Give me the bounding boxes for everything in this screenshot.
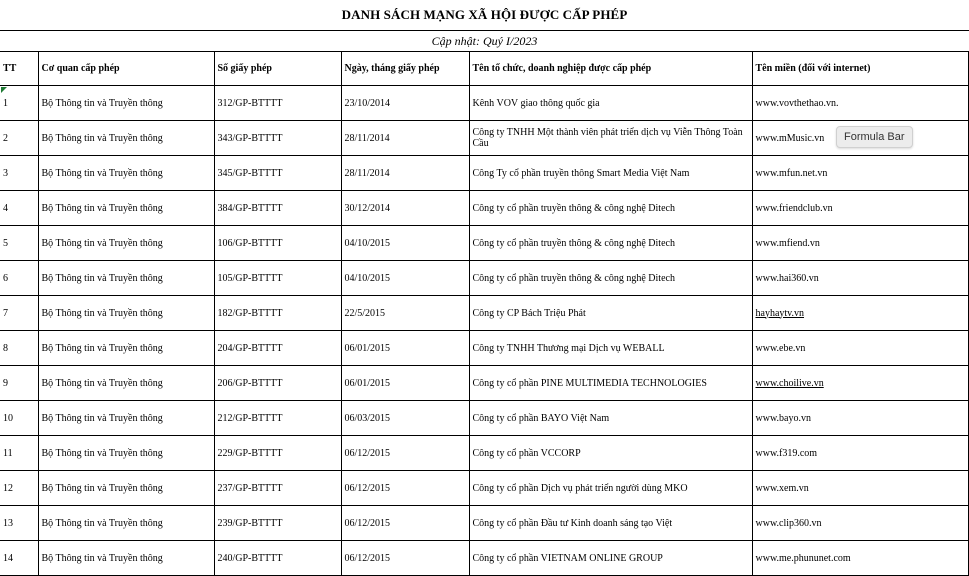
table-row — [0, 331, 968, 366]
cell-org[interactable]: Công ty cổ phần truyền thông & công nghệ Ditech — [469, 226, 752, 261]
cell-org[interactable]: Công ty TNHH Một thành viên phát triển dịch vụ Viễn Thông Toàn Cầu — [469, 121, 752, 156]
table-row — [0, 436, 968, 471]
cell-date[interactable]: 28/11/2014 — [341, 156, 469, 191]
sheet-subtitle[interactable]: Cập nhật: Quý I/2023 — [0, 31, 969, 52]
cell-org[interactable]: Kênh VOV giao thông quốc gia — [469, 86, 752, 121]
cell-date[interactable]: 06/12/2015 — [341, 541, 469, 576]
cell-domain[interactable]: www.me.phununet.com — [752, 541, 968, 576]
cell-license[interactable]: 345/GP-BTTTT — [214, 156, 341, 191]
cell-license[interactable]: 312/GP-BTTTT — [214, 86, 341, 121]
cell-domain[interactable]: www.friendclub.vn — [752, 191, 968, 226]
cell-domain[interactable]: www.mfun.net.vn — [752, 156, 968, 191]
header-cell-date[interactable]: Ngày, tháng giấy phép — [341, 52, 469, 86]
domain-link[interactable]: www.choilive.vn — [755, 377, 824, 389]
cell-agency[interactable]: Bộ Thông tin và Truyền thông — [38, 436, 214, 471]
cell-domain[interactable]: www.bayo.vn — [752, 401, 968, 436]
cell-domain[interactable]: www.vovthethao.vn. — [752, 86, 968, 121]
cell-tt[interactable]: 5 — [0, 226, 38, 261]
cell-tt[interactable]: 11 — [0, 436, 38, 471]
cell-org[interactable]: Công ty cổ phần PINE MULTIMEDIA TECHNOLOGIES — [469, 366, 752, 401]
table-row — [0, 191, 968, 226]
header-cell-org[interactable]: Tên tổ chức, doanh nghiệp được cấp phép — [469, 52, 752, 86]
cell-org[interactable]: Công Ty cổ phần truyền thông Smart Media Việt Nam — [469, 156, 752, 191]
cell-license[interactable]: 105/GP-BTTTT — [214, 261, 341, 296]
cell-date[interactable]: 04/10/2015 — [341, 261, 469, 296]
cell-agency[interactable]: Bộ Thông tin và Truyền thông — [38, 541, 214, 576]
cell-org[interactable]: Công ty cổ phần BAYO Việt Nam — [469, 401, 752, 436]
cell-agency[interactable]: Bộ Thông tin và Truyền thông — [38, 226, 214, 261]
cell-domain[interactable]: www.mMusic.vn — [752, 121, 968, 156]
cell-agency[interactable]: Bộ Thông tin và Truyền thông — [38, 506, 214, 541]
license-table — [0, 52, 969, 576]
header-cell-license[interactable]: Số giấy phép — [214, 52, 341, 86]
cell-license[interactable]: 343/GP-BTTTT — [214, 121, 341, 156]
cell-license[interactable]: 240/GP-BTTTT — [214, 541, 341, 576]
table-row — [0, 121, 968, 156]
cell-date[interactable]: 04/10/2015 — [341, 226, 469, 261]
cell-tt[interactable]: 3 — [0, 156, 38, 191]
cell-tt[interactable]: 7 — [0, 296, 38, 331]
cell-domain[interactable]: www.mfiend.vn — [752, 226, 968, 261]
header-row — [0, 52, 968, 86]
cell-domain[interactable]: www.ebe.vn — [752, 331, 968, 366]
cell-org[interactable]: Công ty cổ phần VCCORP — [469, 436, 752, 471]
cell-domain[interactable] — [752, 296, 968, 331]
table-row — [0, 86, 968, 121]
cell-org[interactable]: Công ty cổ phần VIETNAM ONLINE GROUP — [469, 541, 752, 576]
table-row — [0, 506, 968, 541]
cell-license[interactable]: 237/GP-BTTTT — [214, 471, 341, 506]
cell-agency[interactable]: Bộ Thông tin và Truyền thông — [38, 191, 214, 226]
cell-license[interactable]: 106/GP-BTTTT — [214, 226, 341, 261]
table-row — [0, 296, 968, 331]
cell-tt[interactable]: 9 — [0, 366, 38, 401]
header-cell-tt[interactable]: TT — [0, 52, 38, 86]
cell-license[interactable]: 204/GP-BTTTT — [214, 331, 341, 366]
cell-org[interactable]: Công ty CP Bách Triệu Phát — [469, 296, 752, 331]
cell-org[interactable]: Công ty TNHH Thương mại Dịch vụ WEBALL — [469, 331, 752, 366]
cell-date[interactable]: 06/01/2015 — [341, 331, 469, 366]
cell-tt[interactable]: 1 — [0, 86, 38, 121]
cell-domain[interactable]: www.clip360.vn — [752, 506, 968, 541]
cell-license[interactable]: 229/GP-BTTTT — [214, 436, 341, 471]
table-row — [0, 541, 968, 576]
cell-tt[interactable]: 14 — [0, 541, 38, 576]
cell-date[interactable]: 06/12/2015 — [341, 471, 469, 506]
cell-org[interactable]: Công ty cổ phần Dịch vụ phát triển người dùng MKO — [469, 471, 752, 506]
cell-domain[interactable]: www.xem.vn — [752, 471, 968, 506]
cell-license[interactable]: 239/GP-BTTTT — [214, 506, 341, 541]
sheet-title[interactable]: DANH SÁCH MẠNG XÃ HỘI ĐƯỢC CẤP PHÉP — [0, 0, 969, 31]
domain-link[interactable]: hayhaytv.vn — [755, 307, 805, 319]
cell-org[interactable]: Công ty cổ phần Đầu tư Kinh doanh sáng tạo Việt — [469, 506, 752, 541]
cell-comment-marker — [1, 87, 7, 93]
cell-domain[interactable]: www.hai360.vn — [752, 261, 968, 296]
header-cell-agency[interactable]: Cơ quan cấp phép — [38, 52, 214, 86]
table-row — [0, 401, 968, 436]
header-cell-domain[interactable]: Tên miền (đối với internet) — [752, 52, 968, 86]
cell-date[interactable]: 28/11/2014 — [341, 121, 469, 156]
cell-date[interactable]: 06/01/2015 — [341, 366, 469, 401]
cell-tt[interactable]: 8 — [0, 331, 38, 366]
cell-org[interactable]: Công ty cổ phần truyền thông & công nghệ Ditech — [469, 261, 752, 296]
cell-tt[interactable]: 13 — [0, 506, 38, 541]
cell-tt[interactable]: 12 — [0, 471, 38, 506]
cell-date[interactable]: 06/12/2015 — [341, 436, 469, 471]
cell-agency[interactable]: Bộ Thông tin và Truyền thông — [38, 261, 214, 296]
table-row — [0, 366, 968, 401]
table-row — [0, 471, 968, 506]
formula-bar-tooltip: Formula Bar — [836, 126, 913, 148]
cell-domain[interactable] — [752, 366, 968, 401]
cell-tt[interactable]: 6 — [0, 261, 38, 296]
cell-agency[interactable]: Bộ Thông tin và Truyền thông — [38, 86, 214, 121]
cell-license[interactable]: 384/GP-BTTTT — [214, 191, 341, 226]
table-row — [0, 226, 968, 261]
cell-agency[interactable]: Bộ Thông tin và Truyền thông — [38, 401, 214, 436]
cell-agency[interactable]: Bộ Thông tin và Truyền thông — [38, 156, 214, 191]
cell-date[interactable]: 23/10/2014 — [341, 86, 469, 121]
cell-date[interactable]: 22/5/2015 — [341, 296, 469, 331]
cell-org[interactable]: Công ty cổ phần truyền thông & công nghệ Ditech — [469, 191, 752, 226]
cell-agency[interactable]: Bộ Thông tin và Truyền thông — [38, 471, 214, 506]
cell-tt[interactable]: 4 — [0, 191, 38, 226]
cell-agency[interactable]: Bộ Thông tin và Truyền thông — [38, 121, 214, 156]
table-row — [0, 261, 968, 296]
cell-tt[interactable]: 2 — [0, 121, 38, 156]
cell-domain[interactable]: www.f319.com — [752, 436, 968, 471]
cell-agency[interactable]: Bộ Thông tin và Truyền thông — [38, 366, 214, 401]
cell-agency[interactable]: Bộ Thông tin và Truyền thông — [38, 296, 214, 331]
cell-agency[interactable]: Bộ Thông tin và Truyền thông — [38, 331, 214, 366]
cell-tt[interactable]: 10 — [0, 401, 38, 436]
table-row — [0, 156, 968, 191]
cell-license[interactable]: 182/GP-BTTTT — [214, 296, 341, 331]
cell-license[interactable]: 206/GP-BTTTT — [214, 366, 341, 401]
cell-license[interactable]: 212/GP-BTTTT — [214, 401, 341, 436]
cell-date[interactable]: 06/03/2015 — [341, 401, 469, 436]
cell-date[interactable]: 30/12/2014 — [341, 191, 469, 226]
cell-date[interactable]: 06/12/2015 — [341, 506, 469, 541]
